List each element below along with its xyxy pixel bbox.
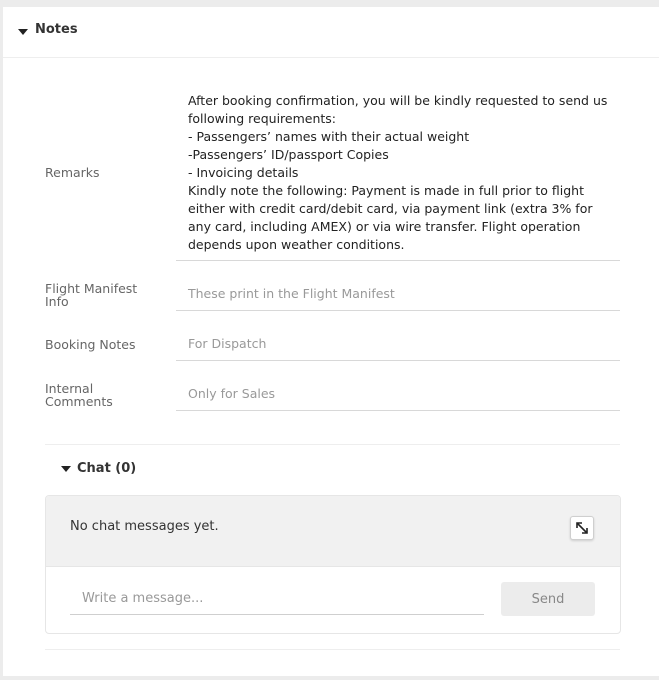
caret-down-icon[interactable] [18,29,28,35]
internal-comments-label: Internal Comments [45,381,113,409]
chat-messages-area [46,496,620,567]
remarks-field[interactable] [176,89,620,261]
booking-notes-placeholder: For Dispatch [188,336,267,351]
expand-button[interactable] [570,516,594,540]
notes-title: Notes [35,22,78,37]
booking-notes-label: Booking Notes [45,337,136,352]
notes-panel [3,7,659,676]
bottom-divider [45,649,620,650]
caret-down-icon[interactable] [61,466,71,472]
booking-notes-field[interactable] [176,326,620,361]
flight-manifest-placeholder: These print in the Flight Manifest [188,286,395,301]
section-divider [45,444,620,445]
chat-title[interactable]: Chat (0) [77,461,137,476]
send-button[interactable]: Send [501,582,595,616]
chat-box [45,495,621,634]
expand-icon [574,520,590,536]
flight-manifest-label: Flight Manifest Info [45,281,138,309]
remarks-label: Remarks [45,165,100,180]
internal-comments-placeholder: Only for Sales [188,386,276,401]
no-messages-text: No chat messages yet. [70,519,219,534]
notes-section-header[interactable] [3,7,659,58]
remarks-text[interactable]: After booking confirmation, you will be kindly requested to send us following requirements: - Passengers’ names with their actual weight -Passengers’ ID/passport Copies - Invoicing details Kindly note the following: Payment is made in full prior to flight either with credit card/debit card, via payment link (extra 3% for any card, including AMEX) or via wire transfer. Flight operation depends upon weather conditions. [188,93,608,252]
internal-comments-field[interactable] [176,376,620,411]
message-input[interactable] [70,583,484,615]
flight-manifest-field[interactable] [176,276,620,311]
